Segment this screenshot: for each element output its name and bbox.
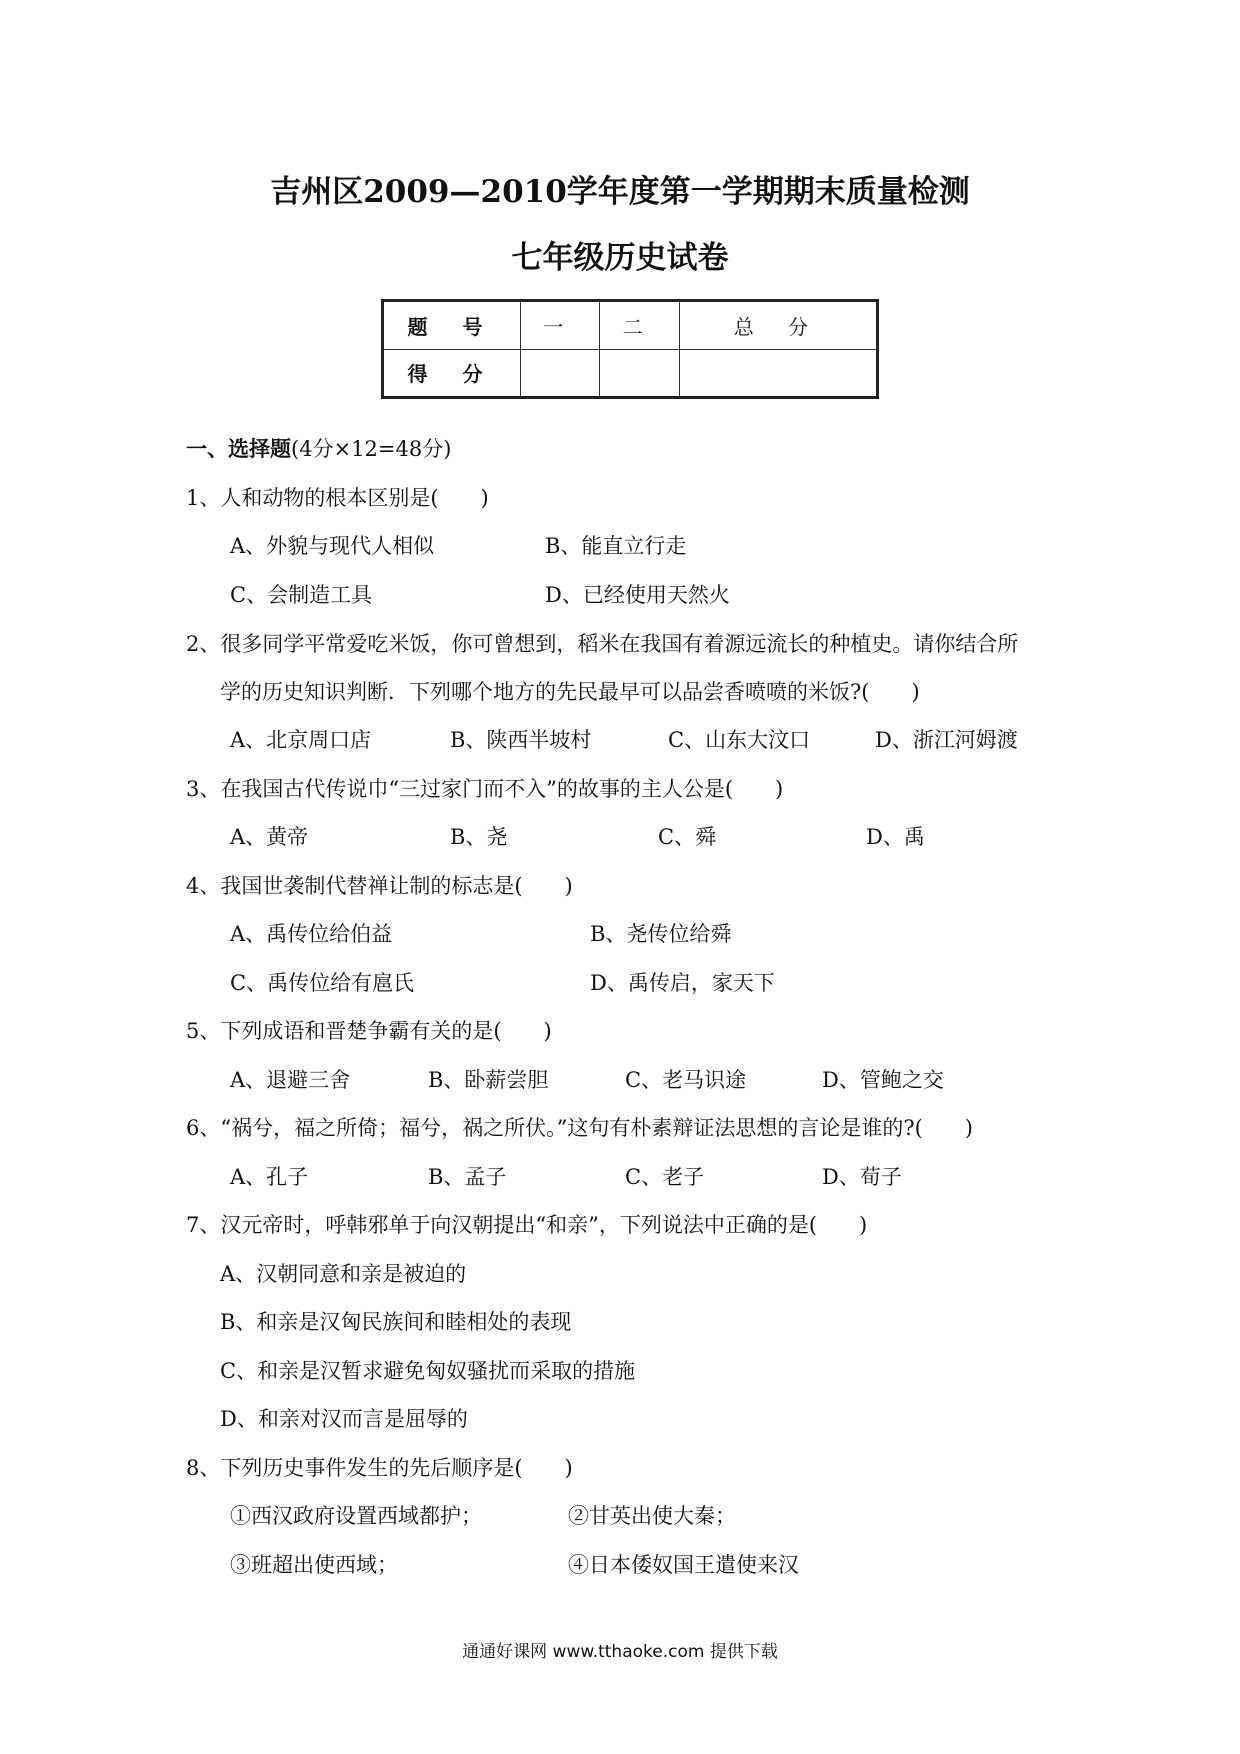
score-blank-cell — [679, 349, 877, 398]
score-header-cell: 二 — [600, 301, 679, 350]
option-text: D、管鲍之交 — [822, 1068, 944, 1092]
option-text: A、退避三舍 — [230, 1068, 351, 1092]
option-text: A、汉朝同意和亲是被迫的 — [220, 1262, 467, 1286]
option-text: B、尧传位给舜 — [590, 922, 732, 946]
question-stem: 6、“祸兮，福之所倚；福兮，祸之所伏。”这句有朴素辩证法思想的言论是谁的?( ) — [186, 1116, 973, 1140]
option-text: B、尧 — [450, 825, 508, 849]
option-text: ③班超出使西域； — [230, 1553, 398, 1577]
option-text: B、陕西半坡村 — [450, 728, 592, 752]
question-stem: 1、人和动物的根本区别是( ) — [186, 486, 489, 510]
score-table-score-row — [383, 349, 878, 398]
question-stem: 3、在我国古代传说巾“三过家门而不入”的故事的主人公是( ) — [186, 777, 784, 801]
exam-title-line2: 七年级历史试卷 — [511, 240, 729, 276]
score-header-cell: 题 号 — [383, 301, 521, 350]
question-stem: 2、很多同学平常爱吃米饭，你可曾想到，稻米在我国有着源远流长的种植史。请你结合所 — [186, 632, 1019, 656]
option-text: C、老子 — [625, 1165, 705, 1189]
option-text: C、山东大汶口 — [668, 728, 811, 752]
score-blank-cell — [521, 349, 600, 398]
option-text: A、外貌与现代人相似 — [230, 534, 435, 558]
option-text: ①西汉政府设置西域都护； — [230, 1504, 482, 1528]
option-text: ④日本倭奴国王遣使来汉 — [568, 1553, 799, 1577]
question-stem: 4、我国世袭制代替禅让制的标志是( ) — [186, 874, 573, 898]
option-text: D、和亲对汉而言是屈辱的 — [220, 1407, 468, 1431]
option-text: A、孔子 — [230, 1165, 309, 1189]
score-table-header-row — [383, 301, 878, 350]
option-text: ②甘英出使大秦； — [568, 1504, 736, 1528]
option-text: C、会制造工具 — [230, 583, 373, 607]
option-text: D、已经使用天然火 — [545, 583, 730, 607]
option-text: D、禹传启，家天下 — [590, 971, 775, 995]
option-text: A、北京周口店 — [230, 728, 372, 752]
option-text: C、老马识途 — [625, 1068, 747, 1092]
score-blank-cell — [600, 349, 679, 398]
option-text: D、浙江河姆渡 — [875, 728, 1018, 752]
option-text: B、和亲是汉匈民族间和睦相处的表现 — [220, 1310, 572, 1334]
question-stem: 8、下列历史事件发生的先后顺序是( ) — [186, 1456, 573, 1480]
page-footer: 通通好课网 www.tthaoke.com 提供下载 — [462, 1642, 778, 1662]
option-text: B、卧薪尝胆 — [428, 1068, 549, 1092]
option-text: C、舜 — [658, 825, 717, 849]
section-score: (4分×12=48分) — [291, 437, 452, 461]
option-text: A、黄帝 — [230, 825, 309, 849]
option-text: C、和亲是汉暂求避免匈奴骚扰而采取的措施 — [220, 1359, 636, 1383]
exam-title-line1: 吉州区2009—2010学年度第一学期期末质量检测 — [270, 174, 970, 210]
section-label: 一、选择题 — [186, 436, 291, 461]
score-table — [381, 299, 879, 399]
score-row-label: 得 分 — [383, 349, 521, 398]
option-text: A、禹传位给伯益 — [230, 922, 393, 946]
score-header-cell: 总 分 — [679, 301, 877, 350]
option-text: D、荀子 — [822, 1165, 902, 1189]
question-stem: 7、汉元帝时，呼韩邪单于向汉朝提出“和亲”，下列说法中正确的是( ) — [186, 1213, 868, 1237]
option-text: C、禹传位给有扈氏 — [230, 971, 415, 995]
option-text: B、孟子 — [428, 1165, 507, 1189]
option-text: D、禹 — [866, 825, 925, 849]
option-text: B、能直立行走 — [545, 534, 687, 558]
section-heading — [186, 435, 451, 463]
question-stem-continued: 学的历史知识判断．下列哪个地方的先民最早可以品尝香喷喷的米饭?( ) — [220, 680, 920, 704]
question-stem: 5、下列成语和晋楚争霸有关的是( ) — [186, 1019, 552, 1043]
score-header-cell: 一 — [521, 301, 600, 350]
